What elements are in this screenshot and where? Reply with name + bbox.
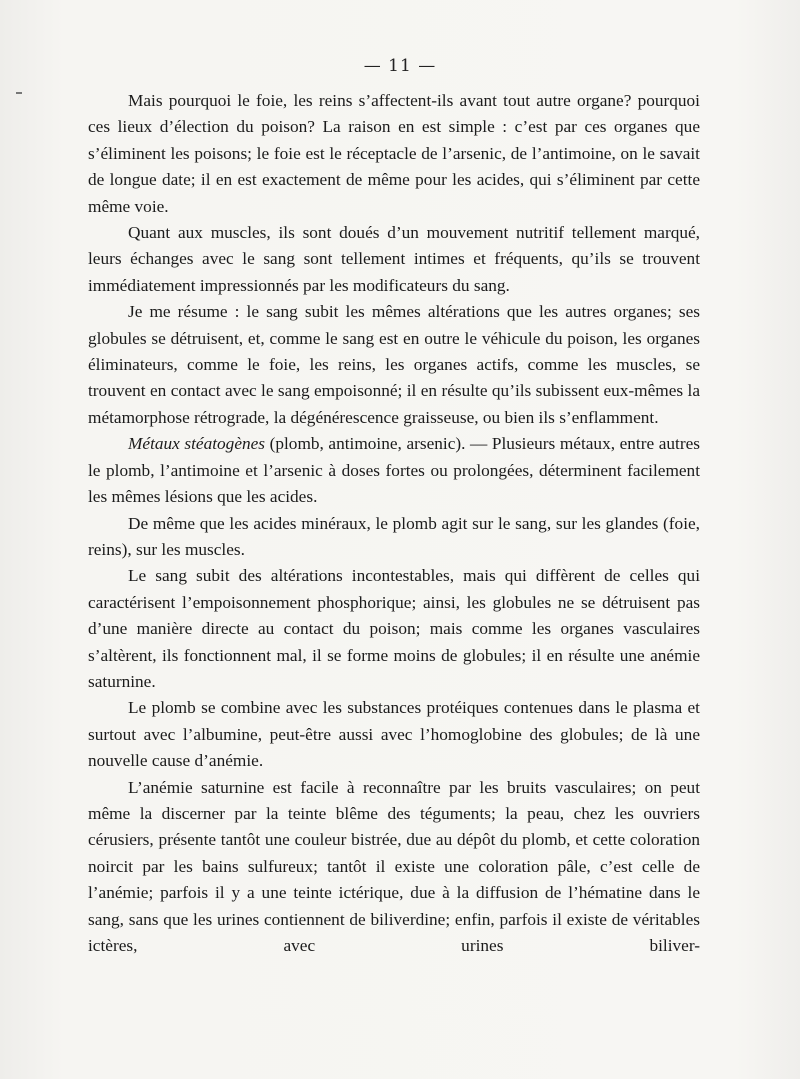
- margin-mark: [16, 92, 22, 94]
- section-heading: Métaux stéatogènes: [128, 434, 266, 454]
- paragraph-metals: [88, 431, 700, 510]
- paragraph-6: Le sang subit des altérations incontestables, mais qui diffèrent de celles qui caractérisent l’empoisonnement phosphorique; ainsi, les globules ne se détruisent pas d’une manière directe au contact du poison; mais comme les organes vasculaires s’altèrent, ils fonctionnent mal, il se forme moins de globules; il en résulte une anémie saturnine.: [88, 566, 700, 691]
- text-body: [88, 88, 700, 959]
- paragraph-1: Mais pourquoi le foie, les reins s’affectent-ils avant tout autre organe? pourquoi ces lieux d’élection du poison? La raison en est simple : c’est par ces organes que s’éliminent les poisons; le foie est le réceptacle de l’arsenic, de l’antimoine, on le savait de longue date; il en est exactement de même pour les acides, qui s’éliminent par cette même voie.: [88, 91, 700, 216]
- paragraph-7: Le plomb se combine avec les substances protéiques contenues dans le plasma et surtout avec l’albumine, peut-être aussi avec l’homoglobine des globules; de là une nouvelle cause d’anémie.: [88, 698, 700, 771]
- page-number: — 11 —: [363, 56, 437, 76]
- paragraph-3: Je me résume : le sang subit les mêmes altérations que les autres organes; ses globules se détruisent, et, comme le sang est en outre le véhicule du poison, les organes éliminateurs, comme le foie, les reins, les organes actifs, comme les muscles, se trouvent en contact avec le sang empoisonné; il en résulte qu’ils subissent eux-mêmes la métamorphose rétrograde, la dégénérescence graisseuse, ou bien ils s’enflamment.: [88, 302, 700, 427]
- paragraph-2: Quant aux muscles, ils sont doués d’un mouvement nutritif tellement marqué, leurs échanges avec le sang sont tellement intimes et fréquents, qu’ils se trouvent immédiatement impressionnés par les modificateurs du sang.: [88, 223, 700, 295]
- section-text: (plomb, antimoine, arsenic). — Plusieurs métaux, entre autres le plomb, l’antimoine et l’arsenic à doses fortes ou prolongées, déterminent facilement les mêmes lésions que les acides.: [88, 434, 700, 507]
- paragraph-5: De même que les acides minéraux, le plomb agit sur le sang, sur les glandes (foie, reins), sur les muscles.: [88, 513, 700, 559]
- paragraph-8: L’anémie saturnine est facile à reconnaître par les bruits vasculaires; on peut même la discerner par la teinte blême des téguments; la peau, chez les ouvriers cérusiers, présente tantôt une couleur bistrée, due au dépôt du plomb, et cette coloration noircit par les bains sulfureux; tantôt il existe une coloration pâle, c’est celle de l’anémie; parfois il y a une teinte ictérique, due à la diffusion de l’hématine dans le sang, sans que les urines contiennent de biliverdine; enfin, parfois il existe de véritables ictères, avec urines biliver-: [88, 777, 700, 955]
